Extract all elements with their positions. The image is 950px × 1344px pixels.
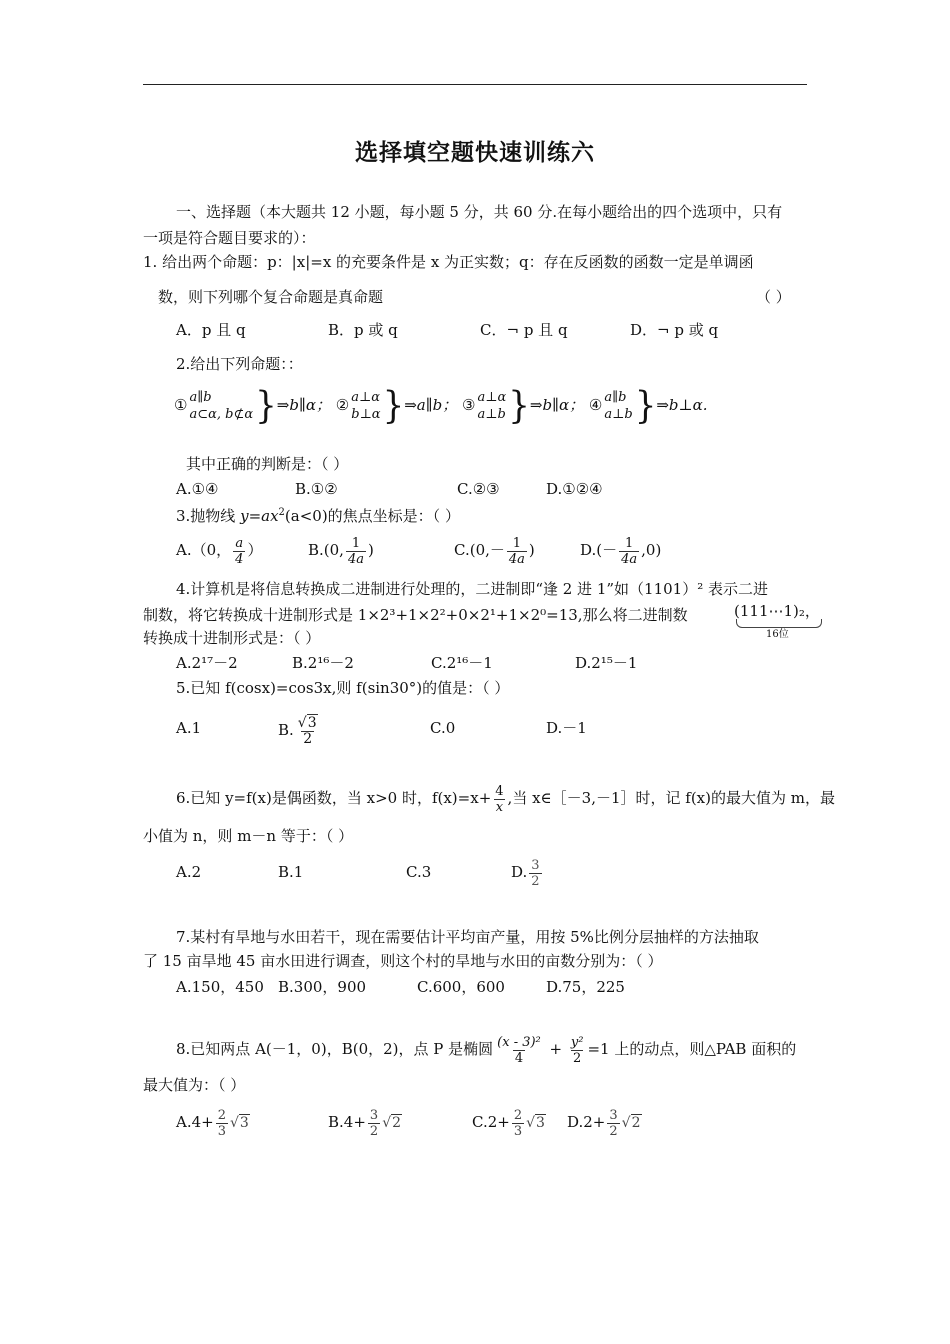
q6-line1-pre: 6.已知 y=f(x)是偶函数，当 x>0 时，f(x)=x+ xyxy=(176,789,492,807)
q5-option-a: A.1 xyxy=(176,719,202,737)
q6-line1-post: ,当 x∈［－3,－1］时，记 f(x)的最大值为 m，最 xyxy=(507,789,835,807)
q2-item-1-top: a∥b xyxy=(189,390,212,405)
q1-option-a: A．p 且 q xyxy=(176,321,246,339)
q5-option-d: D.－1 xyxy=(546,719,587,737)
right-brace-icon: } xyxy=(382,384,405,428)
q2-item-3 xyxy=(462,384,589,428)
q2-item-2 xyxy=(335,384,462,428)
q1-line1: 1. 给出两个命题：p：|x|=x 的充要条件是 x 为正实数；q：存在反函数的函数一定是单调函 xyxy=(143,253,754,271)
q2-item-4 xyxy=(588,384,708,428)
q4-binary-note: 16位 xyxy=(766,629,789,640)
q5-option-c: C.0 xyxy=(430,719,456,737)
q8-option-d: D.2+ $\frac{3}{2}$ √2 xyxy=(567,1107,641,1139)
q3-a-den: 4 xyxy=(235,551,244,567)
q8-f1-den: 4 xyxy=(514,1050,524,1066)
q2-option-c: C.②③ xyxy=(457,480,500,498)
q3-d-num: 1 xyxy=(625,535,634,551)
q5-stem: 5.已知 f(cosx)=cos3x,则 f(sin30°)的值是：（ ） xyxy=(176,679,510,697)
q6-line1 xyxy=(176,780,835,816)
q3-a-num: a xyxy=(235,535,244,551)
q2-option-a: A.①④ xyxy=(176,480,219,498)
section-intro-line2: 一项是符合题目要求的）： xyxy=(143,229,316,247)
q8-option-a: A.4+ $\frac{2}{3}$ √3 xyxy=(176,1107,249,1139)
q7-line1: 7.某村有旱地与水田若干，现在需要估计平均亩产量，用按 5%比例分层抽样的方法抽取 xyxy=(176,928,759,946)
q2-item-3-bot: a⊥b xyxy=(477,407,506,422)
q6-option-c: C.3 xyxy=(406,863,432,881)
q1-paren: （ ） xyxy=(756,288,791,306)
q2-option-d: D.①②④ xyxy=(546,480,603,498)
q3-c-post: ) xyxy=(528,541,535,559)
q5-b-label: B. xyxy=(278,721,294,739)
q8-c-pre: C.2+ xyxy=(472,1113,510,1131)
q6-option-a: A.2 xyxy=(176,863,202,881)
q4-option-d: D.2¹⁵－1 xyxy=(575,654,638,672)
page-title: 选择填空题快速训练六 xyxy=(355,139,595,166)
q5-option-b xyxy=(278,712,322,748)
q2-item-1 xyxy=(174,384,336,428)
q8-f2-den: 2 xyxy=(573,1050,582,1066)
q8-b-den: 2 xyxy=(369,1123,379,1139)
q2-judge: 其中正确的判断是：（ ） xyxy=(186,455,349,473)
q4-line1: 4.计算机是将信息转换成二进制进行处理的，二进制即“逢 2 进 1”如（1101）² 表示二进 xyxy=(176,580,768,598)
q8-c-num: 2 xyxy=(513,1107,523,1123)
q7-option-d: D.75，225 xyxy=(546,978,625,996)
q3-c-den: 4a xyxy=(508,551,525,567)
q2-stem: 2.给出下列命题：： xyxy=(176,355,303,373)
q3-c-pre: C.(0,－ xyxy=(454,541,505,559)
q2-item-1-num: ① xyxy=(174,396,188,414)
q6-line2: 小值为 n，则 m－n 等于：（ ） xyxy=(143,827,354,845)
q8-c-rad: 3 xyxy=(536,1115,545,1131)
q2-item-4-num: ④ xyxy=(588,396,603,414)
q7-option-a: A.150，450 xyxy=(176,978,264,996)
q8-line1-pre: 8.已知两点 A(－1，0)，B(0，2)，点 P 是椭圆 xyxy=(176,1040,494,1058)
q3-b-pre: B.(0, xyxy=(308,541,344,559)
q8-line2: 最大值为：（ ） xyxy=(143,1076,246,1094)
header-rule xyxy=(143,84,807,85)
q6-frac-num: 4 xyxy=(495,783,504,799)
q2-item-3-result: ⇒b∥α； xyxy=(529,396,585,414)
q2-item-2-result: ⇒a∥b； xyxy=(404,396,458,414)
q4-line2: 制数，将它转换成十进制形式是 1×2³+1×2²+0×2¹+1×2⁰=13,那么将二进制数 xyxy=(143,606,688,624)
q8-b-num: 3 xyxy=(369,1107,379,1123)
q6-option-b: B.1 xyxy=(278,863,304,881)
q3-b-den: 4a xyxy=(347,551,364,567)
q8-a-pre: A.4+ xyxy=(176,1113,214,1131)
q5-b-sqrt: √3 xyxy=(297,714,317,731)
q4-option-c: C.2¹⁶－1 xyxy=(431,654,493,672)
q5-b-num: 3 xyxy=(307,714,317,731)
q3-d-post: ,0) xyxy=(641,541,662,559)
q2-item-1-result: ⇒b∥α； xyxy=(276,396,332,414)
q4-line3: 转换成十进制形式是：（ ） xyxy=(143,629,321,647)
q2-option-b: B.①② xyxy=(295,480,338,498)
q6-d-num: 3 xyxy=(531,857,540,873)
q8-line1-post: =1 上的动点，则△PAB 面积的 xyxy=(587,1040,797,1058)
q8-a-den: 3 xyxy=(217,1123,226,1139)
q1-option-b: B．p 或 q xyxy=(328,321,398,339)
q8-d-rad: 2 xyxy=(631,1115,641,1131)
q5-b-den: 2 xyxy=(303,730,313,747)
q2-item-3-top: a⊥α xyxy=(477,390,507,405)
right-brace-icon: } xyxy=(508,384,530,428)
underbrace-icon xyxy=(736,619,822,628)
q2-item-2-bot: b⊥α xyxy=(351,407,381,422)
q6-option-d xyxy=(511,854,544,890)
q3-c-num: 1 xyxy=(512,535,522,551)
q2-item-4-result: ⇒b⊥α. xyxy=(656,396,708,414)
q1-option-d: D．¬ p 或 q xyxy=(630,321,719,339)
q4-option-a: A.2¹⁷－2 xyxy=(176,654,238,672)
q3-option-c xyxy=(454,533,535,567)
q4-option-b: B.2¹⁶－2 xyxy=(292,654,354,672)
q3-option-b xyxy=(308,533,374,567)
section-intro-line1: 一、选择题（本大题共 12 小题，每小题 5 分，共 60 分.在每小题给出的四个选项中，只有 xyxy=(176,203,783,221)
q2-item-2-top: a⊥α xyxy=(351,390,381,405)
right-brace-icon: } xyxy=(255,384,277,428)
q3-stem-pre: 3.抛物线 xyxy=(176,507,241,525)
q6-d-label: D. xyxy=(511,863,528,881)
q8-line1: 8.已知两点 A(－1，0)，B(0，2)，点 P 是椭圆 $\frac{\text{(x - 3)²}}{4}$ + $\frac{\text{y²}}{2}$ =1 上的动点，则△PAB 面积的 xyxy=(176,1034,797,1066)
q2-item-1-bot: a⊂α, b⊄α xyxy=(189,407,254,422)
q3-b-post: ) xyxy=(368,541,374,559)
q8-b-rad: 2 xyxy=(392,1115,402,1131)
q3-a-post: ） xyxy=(247,541,263,559)
q4-binary-number: (111⋯1)₂， xyxy=(734,602,820,620)
q3-stem: 3.抛物线 $y=ax^2(a<0)$的焦点坐标是：（ ） xyxy=(176,507,460,525)
q8-option-b: B.4+ $\frac{3}{2}$ √2 xyxy=(328,1107,402,1139)
q3-a-pre: A.（0， xyxy=(176,541,232,559)
q2-item-2-num: ② xyxy=(335,396,350,414)
right-brace-icon: } xyxy=(634,384,657,428)
q8-b-pre: B.4+ xyxy=(328,1113,366,1131)
q7-option-b: B.300，900 xyxy=(278,978,367,996)
q3-stem-post: (a<0)的焦点坐标是：（ ） xyxy=(284,507,460,525)
q3-d-den: 4a xyxy=(621,551,638,567)
q1-line2: 数，则下列哪个复合命题是真命题 xyxy=(158,288,384,306)
q8-c-den: 3 xyxy=(513,1123,523,1139)
q8-d-num: 3 xyxy=(609,1107,618,1123)
q3-option-a xyxy=(176,533,262,567)
q7-option-c: C.600，600 xyxy=(417,978,505,996)
q8-f1-num: (x - 3)² xyxy=(497,1034,541,1050)
q1-option-c: C．¬ p 且 q xyxy=(480,321,568,339)
q8-option-c: C.2+ $\frac{2}{3}$ √3 xyxy=(472,1107,545,1139)
q6-d-den: 2 xyxy=(531,873,540,889)
q8-a-num: 2 xyxy=(217,1107,226,1123)
q8-d-den: 2 xyxy=(609,1123,618,1139)
q8-a-rad: 3 xyxy=(239,1115,249,1131)
q2-item-3-num: ③ xyxy=(462,396,476,414)
q8-f2-num: y² xyxy=(570,1034,584,1050)
q2-propositions xyxy=(174,382,708,428)
q2-item-4-bot: a⊥b xyxy=(604,407,633,422)
q7-line2: 了 15 亩旱地 45 亩水田进行调查，则这个村的旱地与水田的亩数分别为：（ ） xyxy=(143,952,663,970)
q3-d-pre: D.(－ xyxy=(580,541,618,559)
q2-item-4-top: a∥b xyxy=(604,390,627,405)
q4-binary xyxy=(734,601,820,621)
q3-stem-eq: y=ax xyxy=(240,507,279,525)
q6-frac-den: x xyxy=(495,799,504,815)
q3-option-d xyxy=(580,533,661,567)
q3-b-num: 1 xyxy=(351,535,361,551)
q8-d-pre: D.2+ xyxy=(567,1113,606,1131)
